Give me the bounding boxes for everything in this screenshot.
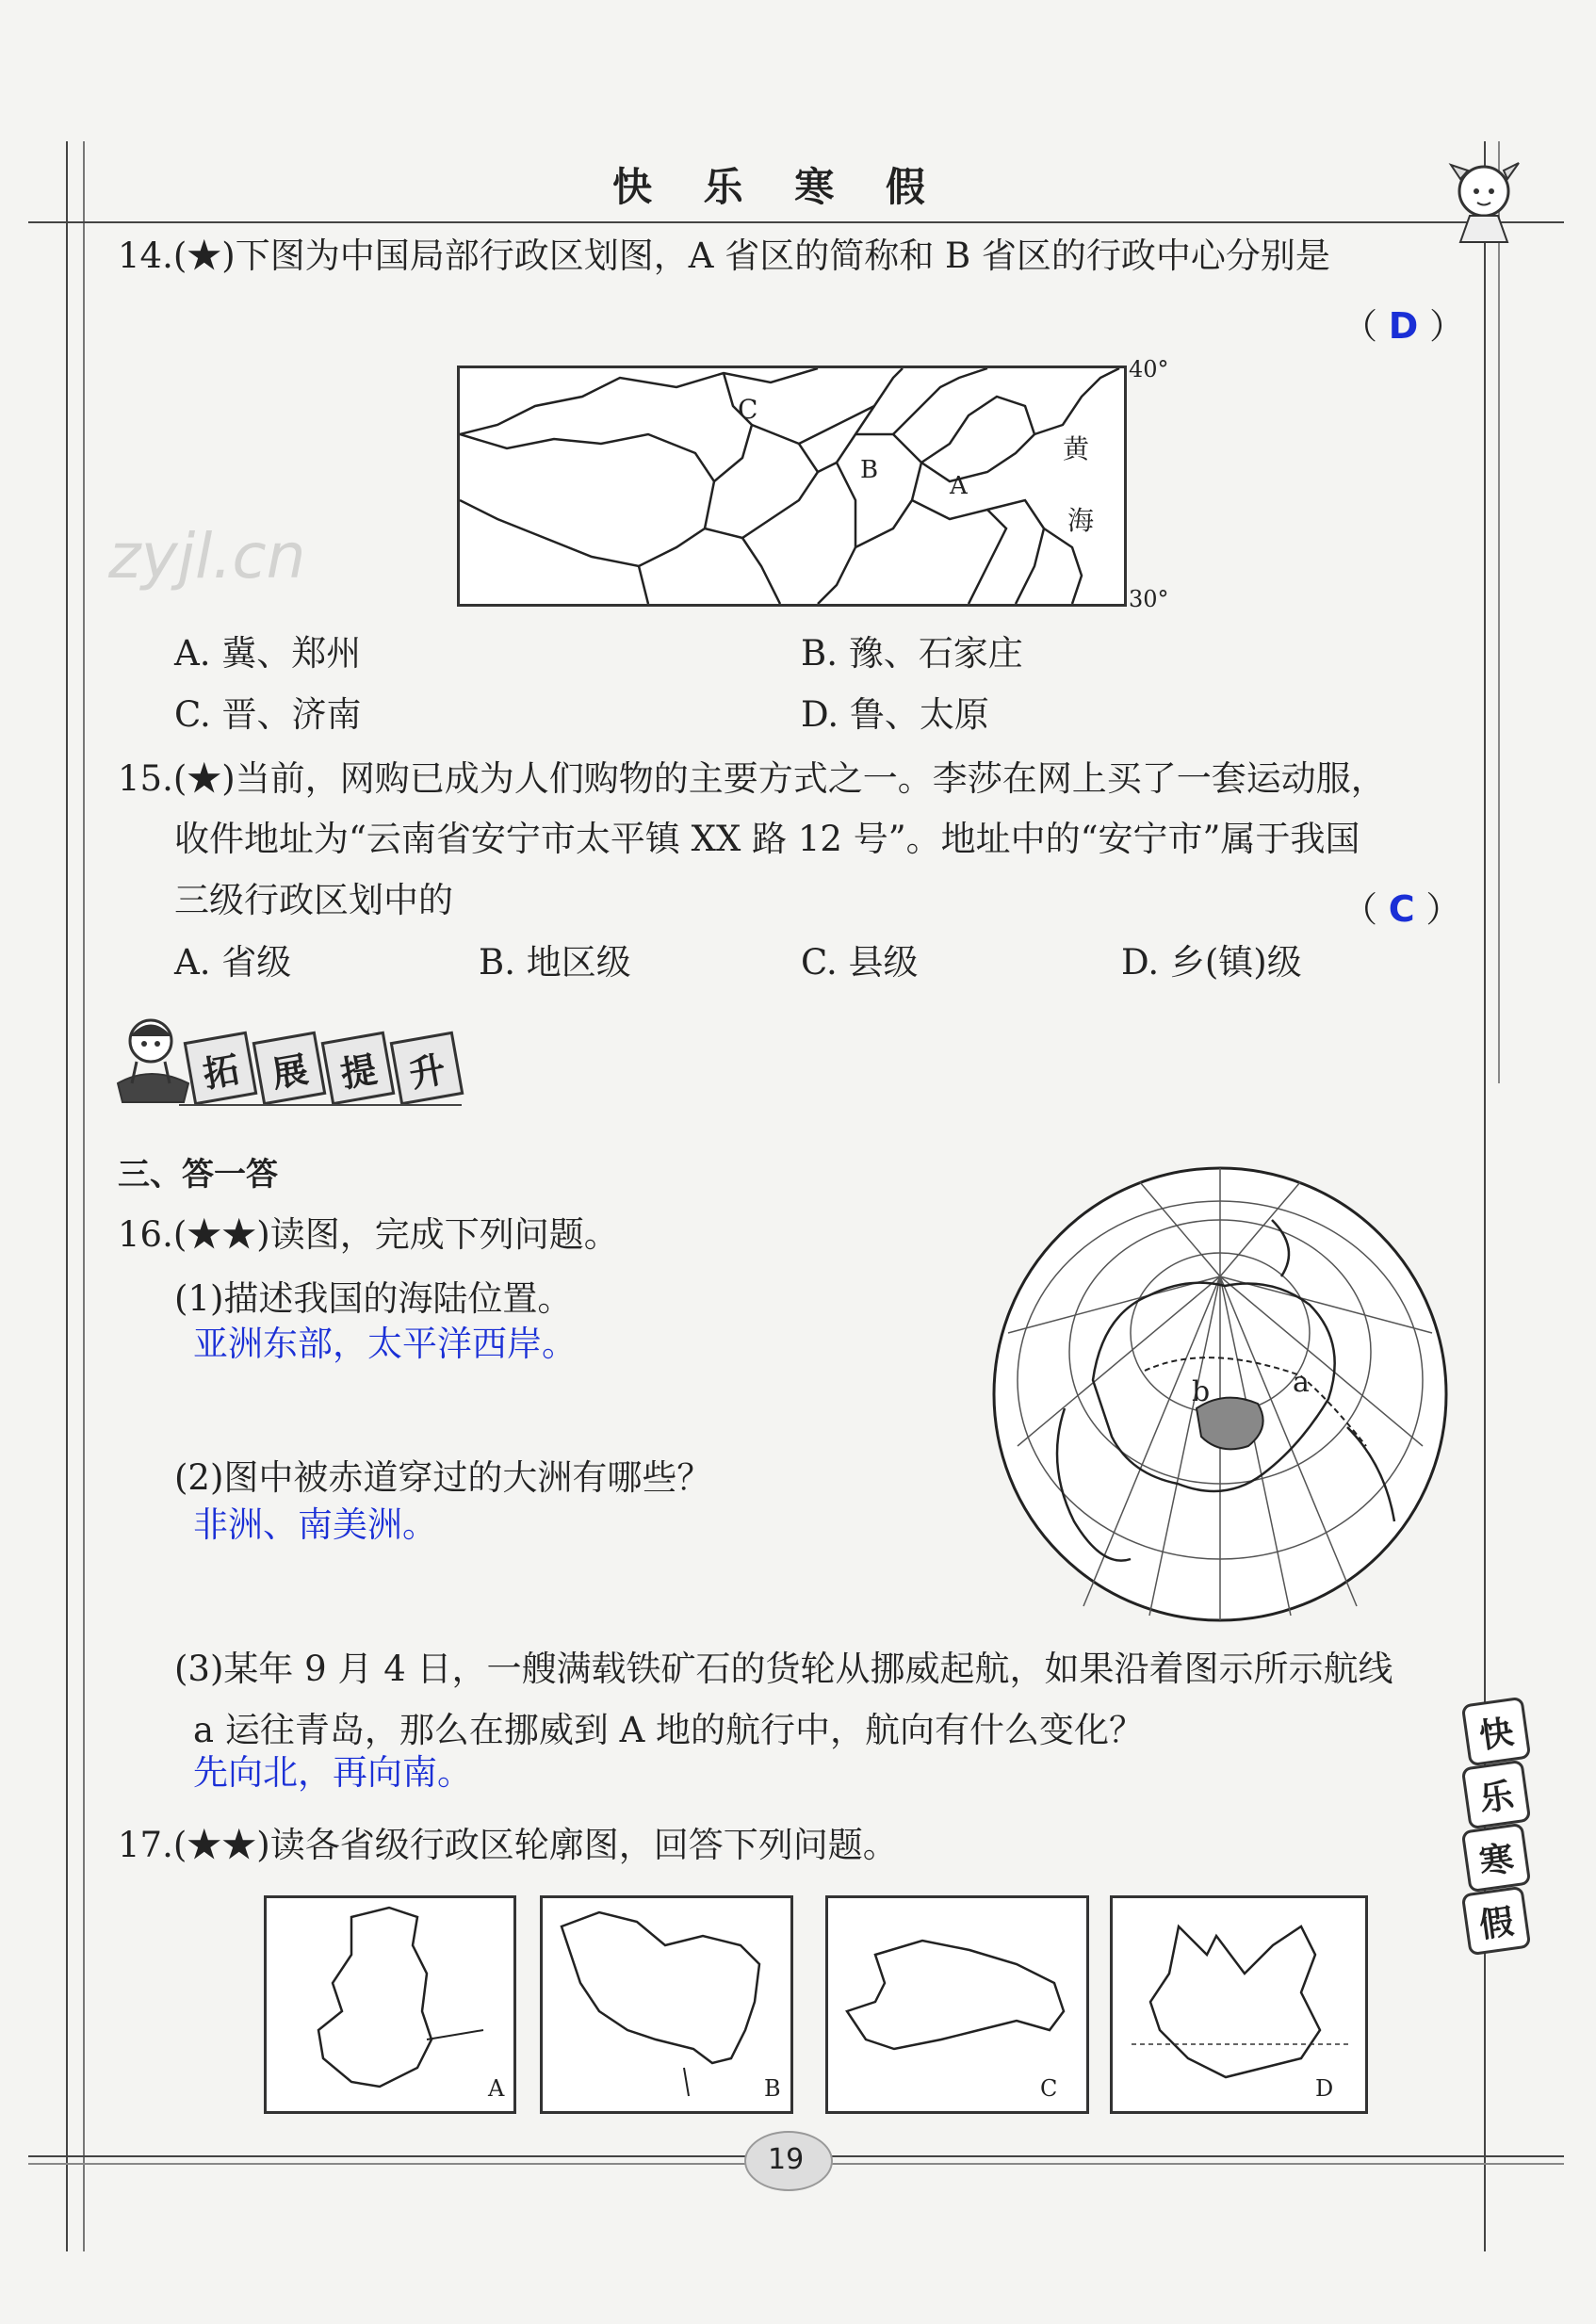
map-label-c: C [738,394,758,425]
left-margin-line-inner [83,141,85,2251]
q16-part3-question-line1: (3)某年 9 月 4 日，一艘满载铁矿石的货轮从挪威起航，如果沿着图示所示航线 [174,1649,1393,1689]
q15-line2: 收件地址为“云南省安宁市太平镇 XX 路 12 号”。地址中的“安宁市”属于我国 [174,819,1360,859]
province-outline-c [825,1895,1089,2114]
province-label-d: D [1315,2075,1334,2102]
section-badge-underline [179,1104,462,1106]
q16-part3-question-line2: a 运往青岛，那么在挪威到 A 地的航行中，航向有什么变化？ [193,1710,1145,1750]
q15-paren-right: ） [1425,889,1461,930]
q15-option-a: A. 省级 [174,942,292,983]
map-lat-top: 40° [1129,356,1169,382]
q14-answer-bracket [1343,298,1464,349]
q15-option-d: D. 乡(镇)级 [1121,942,1302,983]
q16-part3-answer: 先向北，再向南。 [193,1752,472,1793]
q15-option-b: B. 地区级 [479,942,631,983]
header-title: 快 乐 寒 假 [612,164,944,210]
section-badge-char-3: 提 [321,1032,396,1106]
map-label-a: A [950,472,968,500]
section-badge-char-4: 升 [390,1032,464,1106]
q16-part2-question: (2)图中被赤道穿过的大洲有哪些？ [174,1457,712,1498]
map-sea-label-1: 黄 [1063,433,1090,464]
left-margin-line [66,141,68,2251]
map-lat-bottom: 30° [1129,586,1169,612]
q14-option-a: A. 冀、郑州 [174,633,362,674]
q14-map [457,366,1127,607]
section-badge-char-2: 展 [252,1032,327,1106]
map-sea-label-2: 海 [1067,505,1095,536]
right-margin-line-inner [1498,141,1500,1083]
q16-part1-question: (1)描述我国的海陆位置。 [174,1278,573,1319]
section-badge-char-1: 拓 [184,1032,258,1106]
globe-label-a: a [1293,1366,1310,1399]
q15-option-c: C. 县级 [801,942,919,983]
q16-part1-answer: 亚洲东部，太平洋西岸。 [193,1324,577,1364]
q14-stem: 14.(★)下图为中国局部行政区划图，A 省区的简称和 B 省区的行政中心分别是 [118,236,1330,276]
q14-answer: D [1388,305,1419,347]
q15-answer-bracket [1343,881,1460,932]
province-outline-b [540,1895,793,2114]
province-label-a: A [488,2075,505,2102]
globe-map [989,1163,1451,1625]
side-tab-char-1: 快 [1461,1697,1532,1767]
province-outline-a [264,1895,516,2114]
header-rule [28,221,1564,223]
side-tab-char-3: 寒 [1461,1823,1532,1893]
q15-line3: 三级行政区划中的 [174,880,453,920]
q14-option-d: D. 鲁、太原 [801,694,989,735]
fairy-mascot-icon [1441,155,1526,245]
map-label-b: B [860,456,879,484]
page-number: 19 [768,2143,805,2176]
q16-part2-answer: 非洲、南美洲。 [193,1504,437,1545]
q14-option-c: C. 晋、济南 [174,694,362,735]
q14-option-b: B. 豫、石家庄 [801,633,1023,674]
province-label-b: B [764,2075,781,2102]
watermark: zyjl.cn [108,520,306,593]
q16-stem: 16.(★★)读图，完成下列问题。 [118,1214,619,1255]
kid-mascot-icon [108,1013,198,1107]
side-tab-char-2: 乐 [1461,1760,1532,1830]
q15-line1: 15.(★)当前，网购已成为人们购物的主要方式之一。李莎在网上买了一套运动服， [118,758,1386,799]
side-tab-char-4: 假 [1461,1886,1532,1957]
q15-answer: C [1388,888,1415,930]
q14-paren-left: （ [1343,306,1377,347]
globe-label-b: b [1192,1375,1211,1408]
section-heading: 三、答一答 [118,1156,278,1194]
province-outline-d [1110,1895,1368,2114]
province-label-c: C [1040,2075,1058,2102]
q17-stem: 17.(★★)读各省级行政区轮廓图，回答下列问题。 [118,1825,898,1865]
q14-paren-right: ） [1429,306,1465,347]
q15-paren-left: （ [1343,889,1377,930]
